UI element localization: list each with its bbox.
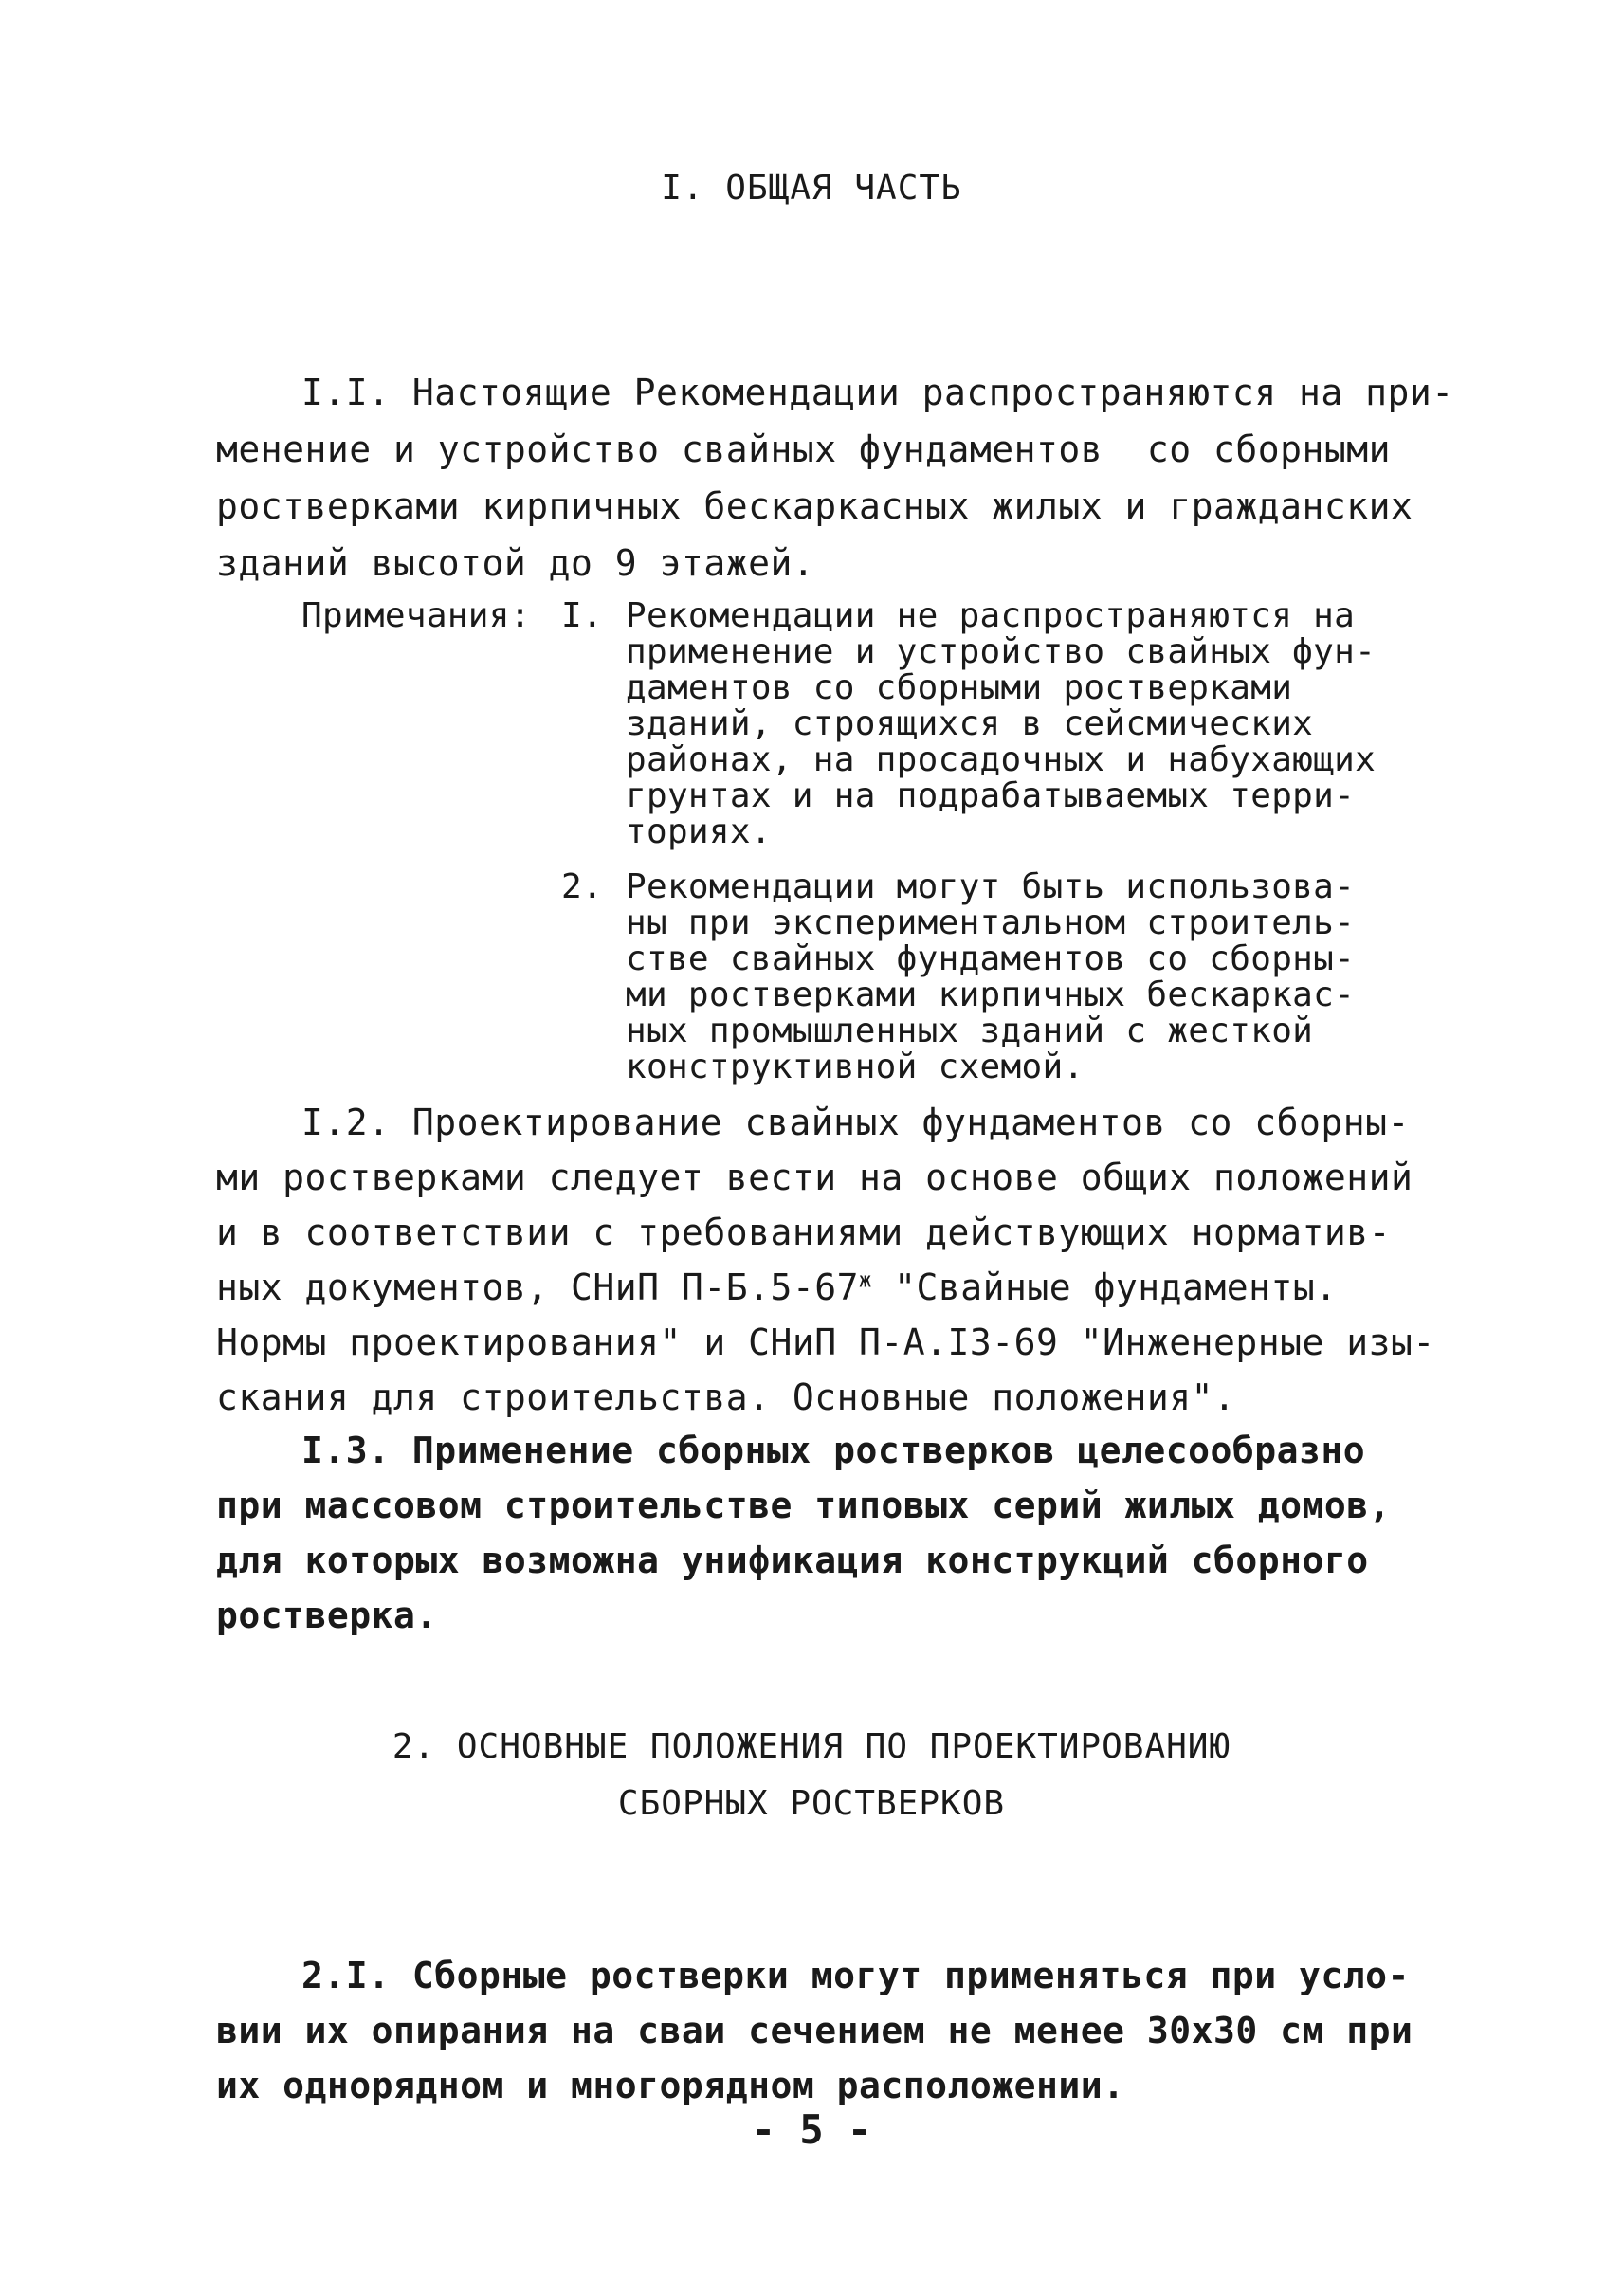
note-1-line: зданий, строящихся в сейсмических <box>626 704 1314 743</box>
footnote-mark: ж <box>858 1268 872 1293</box>
note-1-number: I. <box>561 596 603 635</box>
paragraph-1-3-line: I.3. Применение сборных ростверков целесообразно <box>301 1430 1366 1471</box>
note-2-number: 2. <box>561 867 603 906</box>
paragraph-2-1-line: их однорядном и многорядном расположении. <box>216 2065 1125 2106</box>
note-2-line: конструктивной схемой. <box>626 1048 1085 1086</box>
paragraph-1-2-line: ми ростверками следует вести на основе общих положений <box>216 1157 1413 1198</box>
paragraph-1-1-line: I.I. Настоящие Рекомендации распространяются на при- <box>301 372 1454 413</box>
paragraph-1-2-line: Нормы проектирования" и СНиП П-А.I3-69 "Инженерные изы- <box>216 1321 1435 1363</box>
paragraph-1-2-line-tail: "Свайные фундаменты. <box>871 1266 1338 1308</box>
paragraph-2-1-line: 2.I. Сборные ростверки могут применяться при усло- <box>301 1955 1410 1996</box>
paragraph-1-2-line: и в соответствии с требованиями действующих норматив- <box>216 1212 1392 1253</box>
section-2-title-line-1: 2. ОСНОВНЫЕ ПОЛОЖЕНИЯ ПО ПРОЕКТИРОВАНИЮ <box>392 1727 1231 1766</box>
notes-label: Примечания: <box>301 596 531 635</box>
paragraph-1-2-line: I.2. Проектирование свайных фундаментов со сборны- <box>301 1102 1410 1143</box>
paragraph-1-3-line: при массовом строительстве типовых серий жилых домов, <box>216 1485 1392 1526</box>
page-number: - 5 - <box>751 2106 872 2153</box>
note-1-line: грунтах и на подрабатываемых терри- <box>626 776 1356 815</box>
paragraph-1-2-line: ных документов, СНиП П-Б.5-67 <box>216 1266 859 1308</box>
paragraph-1-1-line: зданий высотой до 9 этажей. <box>216 542 815 584</box>
note-1-line: применение и устройство свайных фун- <box>626 632 1377 671</box>
paragraph-2-1-line: вии их опирания на сваи сечением не менее 30х30 см при <box>216 2010 1413 2051</box>
note-2-line: Рекомендации могут быть использова- <box>626 867 1356 906</box>
paragraph-1-3-line: ростверка. <box>216 1594 438 1636</box>
note-1-line: районах, на просадочных и набухающих <box>626 740 1377 779</box>
paragraph-1-1-line: менение и устройство свайных фундаментов со сборными <box>216 428 1392 470</box>
paragraph-1-1-line: ростверками кирпичных бескаркасных жилых и гражданских <box>216 485 1413 527</box>
section-2-title-line-2: СБОРНЫХ РОСТВЕРКОВ <box>617 1784 1006 1823</box>
note-1-line: Рекомендации не распространяются на <box>626 596 1356 635</box>
note-1-line: даментов со сборными ростверками <box>626 668 1293 707</box>
paragraph-1-2-line-with-reference <box>216 1266 1338 1308</box>
note-2-line: ны при экспериментальном строитель- <box>626 903 1356 942</box>
note-2-line: ми ростверками кирпичных бескаркас- <box>626 975 1356 1014</box>
paragraph-1-2-line: скания для строительства. Основные положения". <box>216 1376 1236 1418</box>
note-2-line: ных промышленных зданий с жесткой <box>626 1011 1314 1050</box>
section-1-title: I. ОБЩАЯ ЧАСТЬ <box>661 169 962 208</box>
note-2-line: стве свайных фундаментов со сборны- <box>626 939 1356 978</box>
note-1-line: ториях. <box>626 812 772 851</box>
paragraph-1-3-line: для которых возможна унификация конструкций сборного <box>216 1540 1369 1581</box>
